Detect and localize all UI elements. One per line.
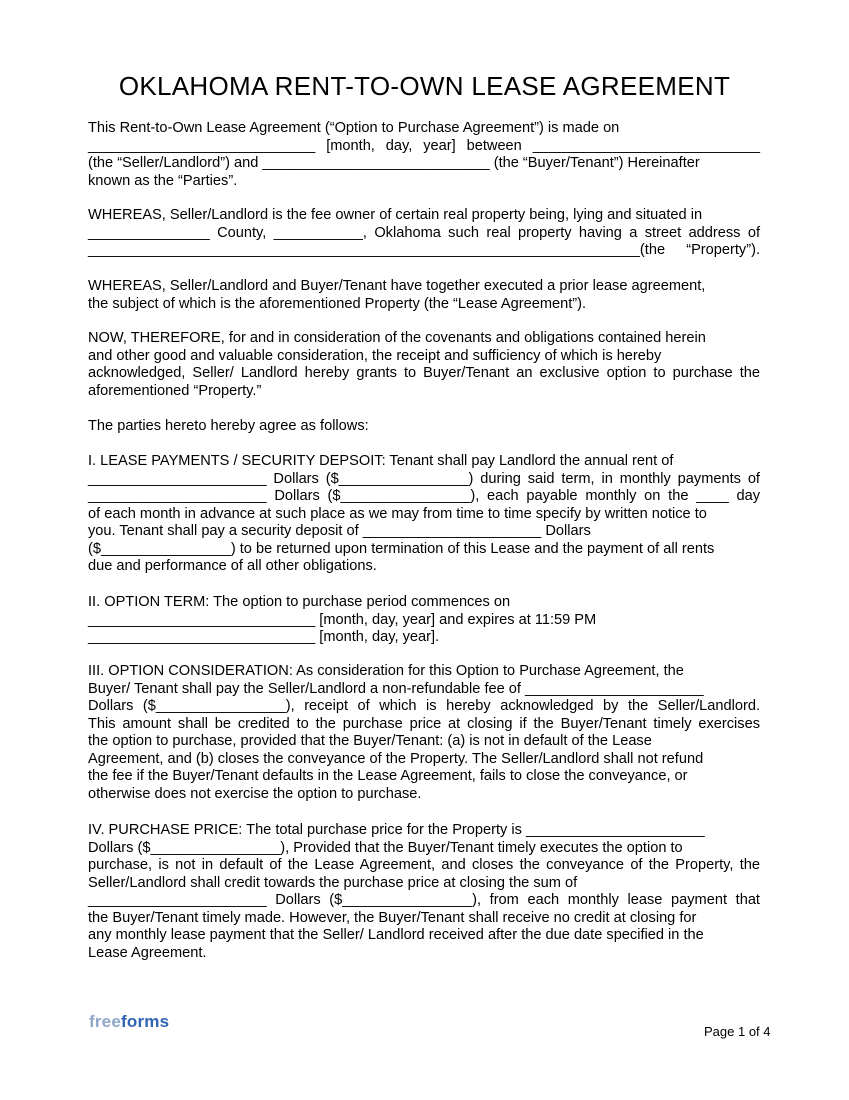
text-line: Dollars ($________________), receipt of which is hereby acknowledged by the Seller/Landlord.	[88, 698, 760, 714]
text-line: ($________________) to be returned upon termination of this Lease and the payment of all rents	[88, 540, 715, 557]
text-line: This Rent-to-Own Lease Agreement (“Option to Purchase Agreement”) is made on	[88, 120, 620, 136]
option-term-section	[88, 594, 760, 647]
text-line: _______________ County, ___________, Oklahoma such real property having a street address of	[88, 224, 760, 241]
text-line: IV. PURCHASE PRICE: The total purchase price for the Property is ______________________	[88, 822, 705, 838]
text-line: Agreement, and (b) closes the conveyance of the Property. The Seller/Landlord shall not refund	[88, 750, 704, 767]
text-line: otherwise does not exercise the option to purchase.	[88, 785, 422, 802]
option-consideration-section	[88, 663, 760, 803]
text-line: ____________________________ [month, day, year] and expires at 11:59 PM	[88, 611, 597, 628]
whereas-lease-paragraph	[88, 278, 760, 313]
text-line: Lease Agreement.	[88, 944, 207, 961]
text-line: I. LEASE PAYMENTS / SECURITY DEPSOIT: Tenant shall pay Landlord the annual rent of	[88, 453, 674, 469]
text-line: the Buyer/Tenant timely made. However, the Buyer/Tenant shall receive no credit at closing for	[88, 909, 697, 926]
document-title: OKLAHOMA RENT-TO-OWN LEASE AGREEMENT	[118, 71, 731, 101]
lease-payments-section	[88, 453, 760, 576]
purchase-price-section	[88, 822, 760, 962]
text-line: due and performance of all other obligations.	[88, 558, 377, 574]
text-line: Dollars ($________________), Provided that the Buyer/Tenant timely executes the option to	[88, 839, 683, 856]
text-line: acknowledged, Seller/ Landlord hereby grants to Buyer/Tenant an exclusive option to purchase the	[88, 365, 760, 381]
page-number: Page 1 of 4	[704, 1024, 771, 1039]
text-line: Seller/Landlord shall credit towards the purchase price at closing the sum of	[88, 874, 578, 891]
text-line: ______________________ Dollars ($________________), from each monthly lease payment that	[88, 892, 760, 908]
whereas-property-paragraph	[88, 207, 760, 260]
agree-paragraph	[88, 418, 760, 436]
text-line: This amount shall be credited to the purchase price at closing if the Buyer/Tenant timely exercises	[88, 715, 760, 732]
text-line: the option to purchase, provided that the Buyer/Tenant: (a) is not in default of the Lease	[88, 733, 652, 749]
logo-forms-text: forms	[121, 1012, 170, 1031]
now-therefore-paragraph	[88, 330, 760, 400]
text-line: of each month in advance at such place as we may from time to time specify by written notice to	[88, 505, 707, 522]
text-line: and other good and valuable consideration, the receipt and sufficiency of which is hereby	[88, 347, 662, 364]
text-line: ____________________________ [month, day, year].	[88, 629, 440, 645]
text-line: ____________________________________________________________________(the “Property”).	[88, 242, 760, 258]
text-line: ____________________________ [month, day, year] between ____________________________	[88, 137, 760, 154]
text-line: (the “Seller/Landlord”) and ____________________________ (the “Buyer/Tenant”) Hereinafter	[88, 155, 700, 171]
text-line: NOW, THEREFORE, for and in consideration of the covenants and obligations contained herein	[88, 330, 706, 346]
text-line: The parties hereto hereby agree as follows:	[88, 418, 369, 434]
text-line: ______________________ Dollars ($________________), each payable monthly on the ____ day	[88, 488, 760, 504]
text-line: II. OPTION TERM: The option to purchase period commences on	[88, 594, 511, 610]
text-line: known as the “Parties”.	[88, 172, 238, 189]
text-line: ______________________ Dollars ($________________) during said term, in monthly payments of	[88, 470, 760, 487]
text-line: aforementioned “Property.”	[88, 382, 262, 399]
freeforms-logo	[89, 1012, 169, 1032]
text-line: the fee if the Buyer/Tenant defaults in the Lease Agreement, fails to close the conveyance, or	[88, 768, 688, 784]
text-line: purchase, is not in default of the Lease Agreement, and closes the conveyance of the Property, the	[88, 857, 760, 873]
logo-free-text: free	[89, 1012, 121, 1031]
intro-paragraph	[88, 120, 760, 190]
text-line: WHEREAS, Seller/Landlord and Buyer/Tenant have together executed a prior lease agreement,	[88, 278, 706, 294]
text-line: Buyer/ Tenant shall pay the Seller/Landlord a non-refundable fee of ______________________	[88, 680, 704, 697]
text-line: the subject of which is the aforementioned Property (the “Lease Agreement”).	[88, 295, 587, 312]
text-line: you. Tenant shall pay a security deposit of ______________________ Dollars	[88, 523, 591, 539]
text-line: any monthly lease payment that the Seller/ Landlord received after the due date specified in the	[88, 927, 704, 943]
text-line: WHEREAS, Seller/Landlord is the fee owner of certain real property being, lying and situated in	[88, 207, 703, 223]
text-line: III. OPTION CONSIDERATION: As consideration for this Option to Purchase Agreement, the	[88, 663, 684, 679]
